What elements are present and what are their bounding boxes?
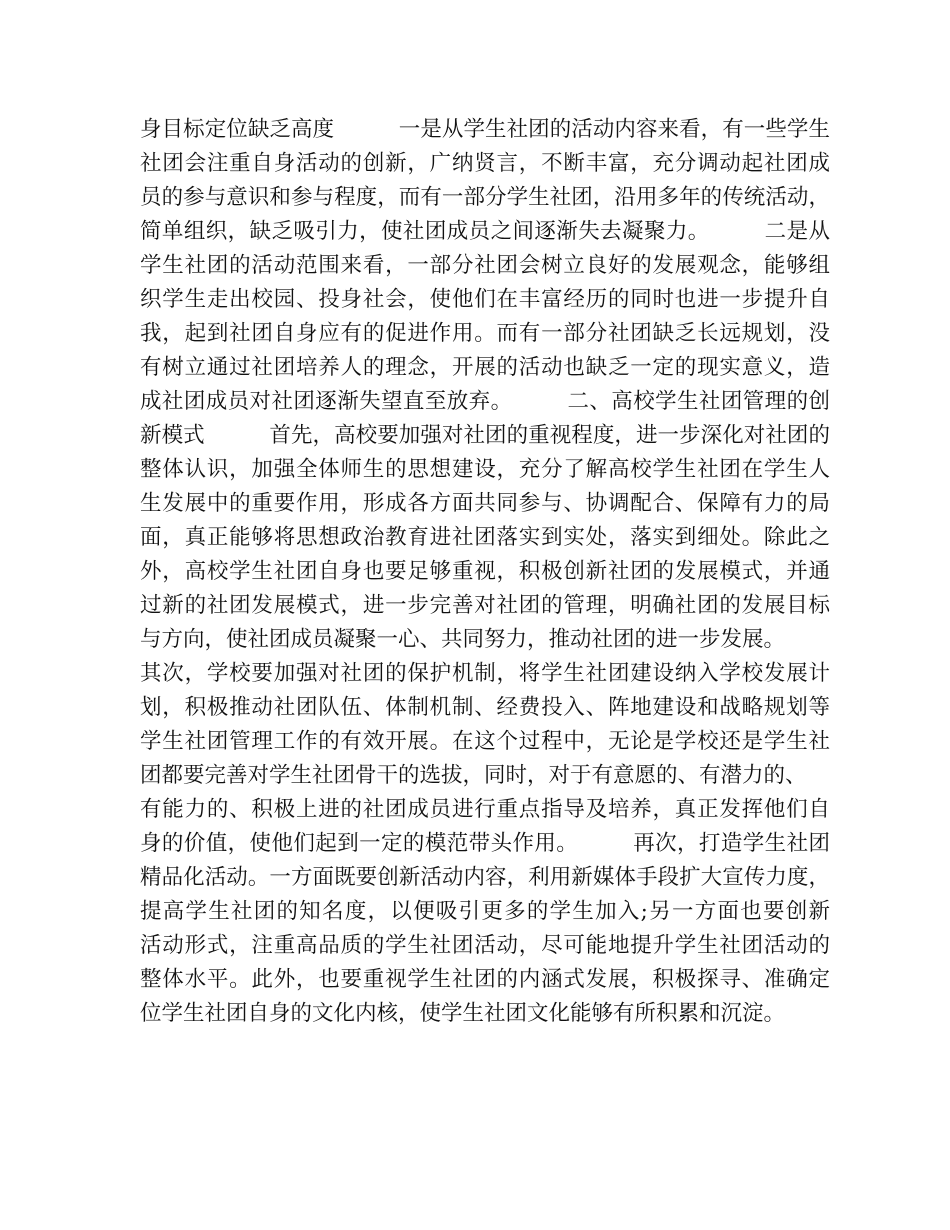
text-line: 与方向，使社团成员凝聚一心、共同努力，推动社团的进一步发展。 <box>140 627 786 652</box>
text-line: 位学生社团自身的文化内核，使学生社团文化能够有所积累和沉淀。 <box>140 1001 786 1026</box>
text-line: 面，真正能够将思想政治教育进社团落实到实处，落实到细处。除此之 <box>140 525 830 550</box>
text-line: 外，高校学生社团自身也要足够重视，积极创新社团的发展模式，并通 <box>140 559 830 584</box>
text-line: 过新的社团发展模式，进一步完善对社团的管理，明确社团的发展目标 <box>140 593 830 618</box>
text-line: 划，积极推动社团队伍、体制机制、经费投入、阵地建设和战略规划等 <box>140 695 830 720</box>
text-line: 学生社团的活动范围来看，一部分社团会树立良好的发展观念，能够组 <box>140 253 830 278</box>
text-line: 精品化活动。一方面既要创新活动内容，利用新媒体手段扩大宣传力度， <box>140 865 830 890</box>
text-line: 员的参与意识和参与程度，而有一部分学生社团，沿用多年的传统活动， <box>140 185 830 210</box>
text-line: 身目标定位缺乏高度 一是从学生社团的活动内容来看，有一些学生 <box>140 117 830 142</box>
text-line: 成社团成员对社团逐渐失望直至放弃。 二、高校学生社团管理的创 <box>140 389 830 414</box>
text-line: 社团会注重自身活动的创新，广纳贤言，不断丰富，充分调动起社团成 <box>140 151 830 176</box>
text-line: 我，起到社团自身应有的促进作用。而有一部分社团缺乏长远规划，没 <box>140 321 830 346</box>
text-line: 整体水平。此外，也要重视学生社团的内涵式发展，积极探寻、准确定 <box>140 967 830 992</box>
body-text <box>140 113 830 1031</box>
text-line: 生发展中的重要作用，形成各方面共同参与、协调配合、保障有力的局 <box>140 491 830 516</box>
text-line: 提高学生社团的知名度，以便吸引更多的学生加入;另一方面也要创新 <box>140 899 830 924</box>
text-line: 织学生走出校园、投身社会，使他们在丰富经历的同时也进一步提升自 <box>140 287 830 312</box>
text-line: 新模式 首先，高校要加强对社团的重视程度，进一步深化对社团的 <box>140 423 830 448</box>
text-line: 其次，学校要加强对社团的保护机制，将学生社团建设纳入学校发展计 <box>140 661 830 686</box>
text-line: 团都要完善对学生社团骨干的选拔，同时，对于有意愿的、有潜力的、 <box>140 763 807 788</box>
text-line: 身的价值，使他们起到一定的模范带头作用。 再次，打造学生社团 <box>140 831 830 856</box>
text-line: 学生社团管理工作的有效开展。在这个过程中，无论是学校还是学生社 <box>140 729 830 754</box>
text-line: 简单组织，缺乏吸引力，使社团成员之间逐渐失去凝聚力。 二是从 <box>140 219 830 244</box>
text-line: 活动形式，注重高品质的学生社团活动，尽可能地提升学生社团活动的 <box>140 933 830 958</box>
text-line: 有能力的、积极上进的社团成员进行重点指导及培养，真正发挥他们自 <box>140 797 830 822</box>
text-line: 有树立通过社团培养人的理念，开展的活动也缺乏一定的现实意义，造 <box>140 355 830 380</box>
text-line: 整体认识，加强全体师生的思想建设，充分了解高校学生社团在学生人 <box>140 457 830 482</box>
